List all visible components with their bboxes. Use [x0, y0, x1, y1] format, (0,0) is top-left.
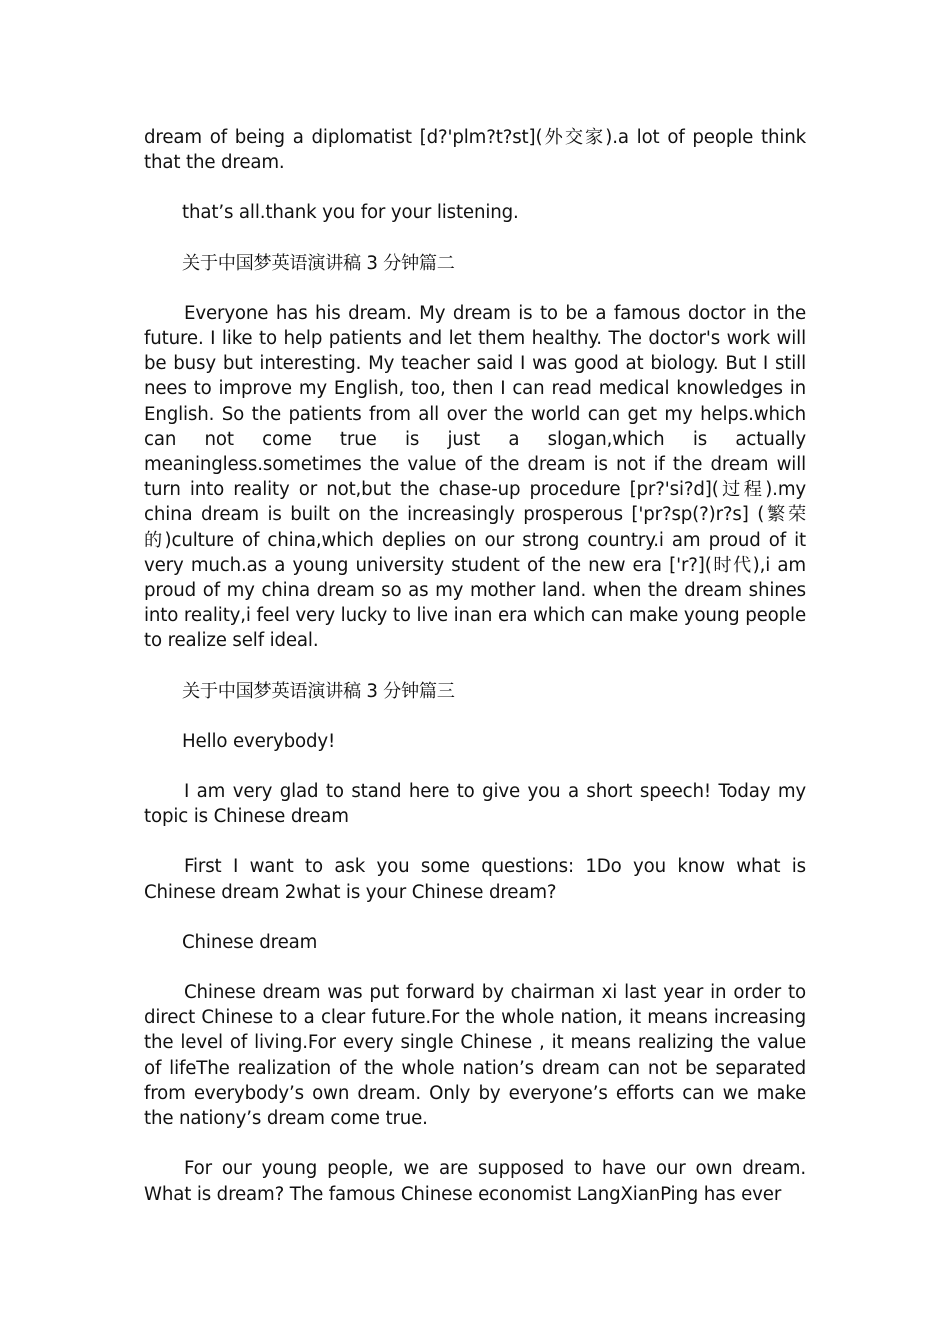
paragraph-subtitle: Chinese dream: [182, 931, 318, 953]
paragraph-greeting: Hello everybody!: [182, 730, 336, 752]
document-page: [144, 125, 806, 1232]
paragraph-thanks: that’s all.thank you for your listening.: [182, 202, 519, 224]
paragraph-doctor-dream: Everyone has his dream. My dream is to be a famous doctor in the future. I like to help patients and let them healthy. The doctor's work will be busy but interesting. My teacher said I was good at biology. But I still nees to improve my English, too, then I can read medical knowledges in English. So the patients from all over the world can get my helps.which can not come true is just a slogan,which is actually meaningless.sometimes the value of the dream is not if the dream will turn into reality or not,but the chase-up procedure [pr?'si?d](过程).my china dream is built on the increasingly prosperous ['pr?sp(?)r?s] (繁荣的)culture of china,which deplies on our strong country.i am proud of it very much.as a young university student of the new era ['r?](时代),i am proud of my china dream so as my mother land. when the dream shines into reality,i feel very lucky to live inan era which can make young people to realize self ideal.: [144, 302, 806, 652]
paragraph-chinese-dream: Chinese dream was put forward by chairman xi last year in order to direct Chinese to a clear future.For the whole nation, it means increasing the level of living.For every single Chinese , it means realizing the value of lifeThe realization of the whole nation’s dream can not be separated from everybody’s own dream. Only by everyone’s efforts can we make the nationy’s dream come true.: [144, 982, 806, 1130]
paragraph-questions: First I want to ask you some questions: 1Do you know what is Chinese dream 2what is your Chinese dream?: [144, 856, 806, 903]
section-heading-2: 关于中国梦英语演讲稿 3 分钟篇二: [182, 252, 455, 274]
paragraph-intro: I am very glad to stand here to give you a short speech! Today my topic is Chinese dream: [144, 781, 806, 828]
paragraph-diplomatist: dream of being a diplomatist [d?'plm?t?st](外交家).a lot of people think that the dream.: [144, 127, 806, 174]
section-heading-3: 关于中国梦英语演讲稿 3 分钟篇三: [182, 680, 455, 702]
paragraph-young-people: For our young people, we are supposed to have our own dream. What is dream? The famous Chinese economist LangXianPing has ever: [144, 1158, 806, 1205]
